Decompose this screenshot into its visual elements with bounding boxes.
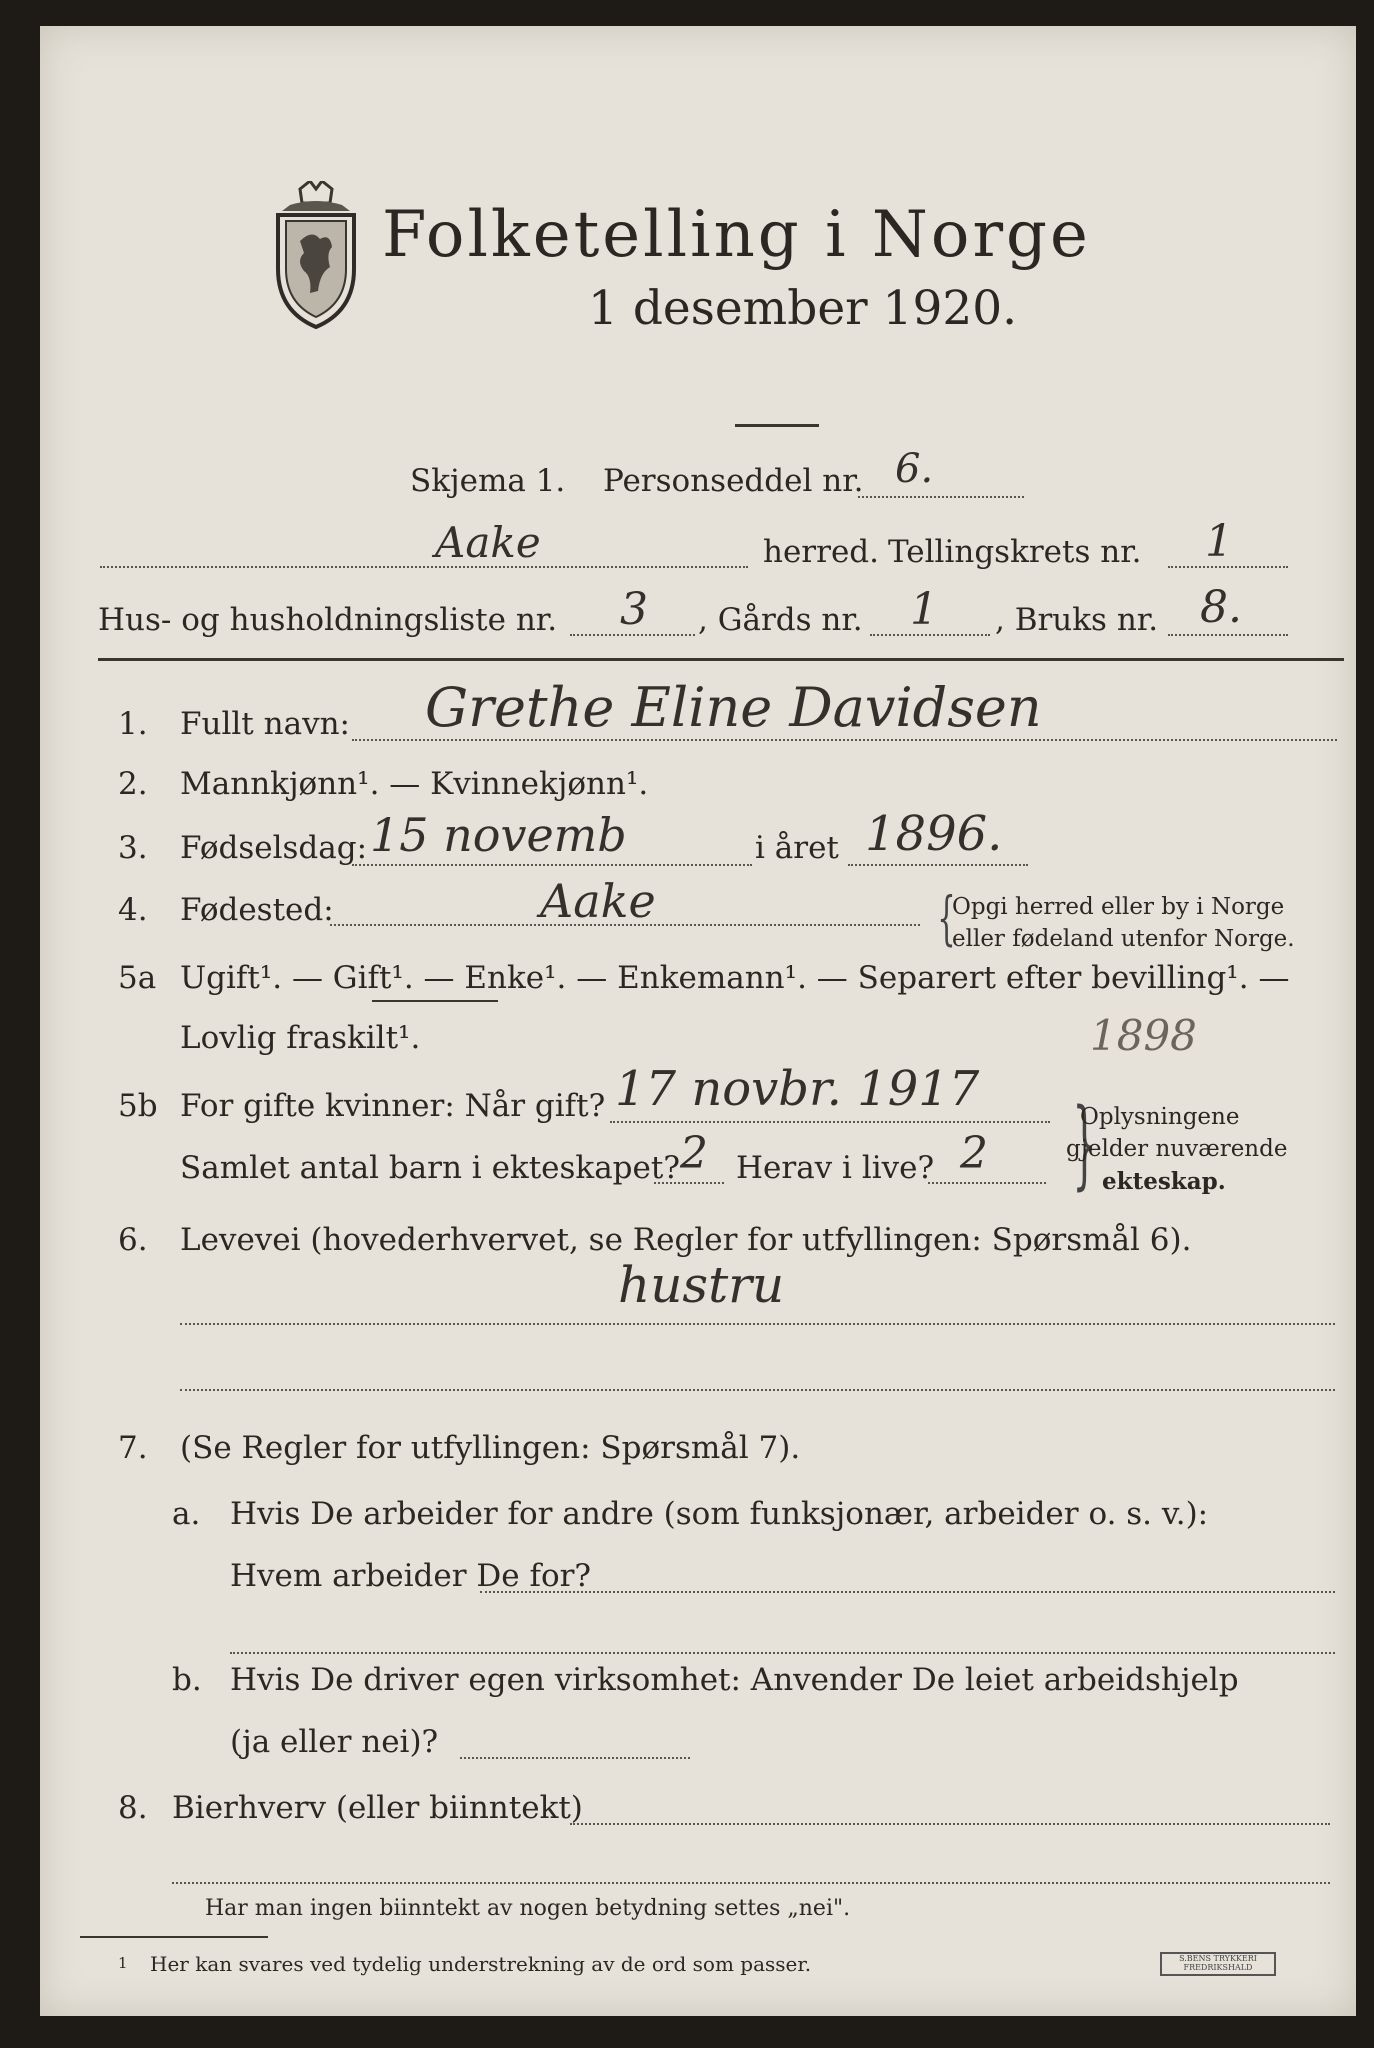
q2-number: 2. [118,766,148,802]
q7b-field-line [460,1757,690,1759]
q6-number: 6. [118,1222,148,1258]
printer-stamp: S.BENS TRYKKERI FREDRIKSHALD [1160,1952,1276,1976]
q5b-note-line3: ekteskap. [1102,1168,1226,1195]
q5b-married-date-value: 17 novbr. 1917 [615,1061,980,1117]
norwegian-coat-of-arms-icon [260,181,372,329]
tellingskrets-label: Tellingskrets nr. [888,534,1142,570]
q6-field-line-2 [180,1389,1335,1391]
gards-label: , Gårds nr. [698,602,863,638]
q5a-marital-options: Ugift¹. — Gift¹. — Enke¹. — Enkemann¹. — Separert efter bevilling¹. — [180,960,1290,996]
q7a-line1: Hvis De arbeider for andre (som funksjonær, arbeider o. s. v.): [230,1496,1209,1532]
q5a-number: 5a [118,960,157,996]
personseddel-value: 6. [895,446,934,492]
q5b-alive-field-line [928,1182,1046,1184]
q8-number: 8. [118,1790,148,1826]
q7b-line1: Hvis De driver egen virksomhet: Anvender De leiet arbeidshjelp [230,1662,1239,1698]
q5b-children-label: Samlet antal barn i ekteskapet? [180,1150,680,1186]
q8-field-line-2 [172,1882,1330,1884]
q3-year-label: i året [755,830,839,866]
q7a-line2: Hvem arbeider De for? [230,1558,592,1594]
q4-note-line1: Opgi herred eller by i Norge [952,894,1285,920]
q5b-note-line2: gjelder nuværende [1066,1136,1288,1162]
q4-label: Fødested: [180,892,334,928]
q5b-children-value: 2 [680,1128,708,1179]
q8-label: Bierhverv (eller biinntekt) [172,1790,583,1826]
q3-birthday-value: 15 novemb [370,808,627,862]
q8-field-line-1 [570,1823,1330,1825]
q3-year-field-line [848,864,1028,866]
herred-label: herred. [763,534,879,570]
q1-label: Fullt navn: [180,706,350,742]
q4-birthplace-value: Aake [540,874,656,928]
bruks-value: 8. [1200,582,1242,633]
q7-label: (Se Regler for utfyllingen: Spørsmål 7). [180,1430,801,1466]
q5b-children-field-line [654,1182,724,1184]
q6-occupation-value: hustru [618,1256,785,1314]
q5b-alive-value: 2 [960,1128,988,1179]
q7a-letter: a. [172,1496,201,1532]
q5a-pencil-annotation: 1898 [1090,1011,1197,1060]
q3-number: 3. [118,830,148,866]
personseddel-label: Personseddel nr. [603,463,864,499]
q5a-line2: Lovlig fraskilt¹. [180,1020,421,1056]
q4-brace: { [937,884,956,952]
q7b-letter: b. [172,1662,202,1698]
header-separator [98,658,1344,661]
husholdning-label: Hus- og husholdningsliste nr. [98,602,558,638]
q3-birth-year-value: 1896. [865,806,1003,862]
census-date: 1 desember 1920. [588,281,1018,336]
husholdning-value: 3 [620,584,648,635]
q4-note-line2: eller fødeland utenfor Norge. [952,926,1295,952]
q6-field-line-1 [180,1323,1335,1325]
q5b-brace: } [1072,1088,1097,1200]
q5a-gift-underline [372,1000,498,1002]
q2-gender-options: Mannkjønn¹. — Kvinnekjønn¹. [180,766,649,802]
q6-label: Levevei (hovederhvervet, se Regler for utfyllingen: Spørsmål 6). [180,1222,1192,1258]
title-divider [735,424,819,427]
q7b-line2: (ja eller nei)? [230,1724,439,1760]
q7a-field-line-2 [230,1652,1335,1654]
q5b-note-line1: Oplysningene [1080,1104,1240,1130]
q1-full-name-value: Grethe Eline Davidsen [425,676,1042,739]
q7-number: 7. [118,1430,148,1466]
footnote-rule [80,1936,268,1938]
q3-field-line [352,864,752,866]
bruks-label: , Bruks nr. [995,602,1159,638]
page-title: Folketelling i Norge [382,198,1091,272]
footer-note: Har man ingen biinntekt av nogen betydning settes „nei". [205,1896,851,1921]
footnote-text: Her kan svares ved tydelig understrekning av de ord som passer. [150,1952,812,1976]
q5b-label: For gifte kvinner: Når gift? [180,1088,606,1124]
q5b-number: 5b [118,1088,158,1124]
census-form-page [40,26,1356,2016]
gards-value: 1 [910,584,938,635]
herred-value: Aake [435,518,541,567]
q4-number: 4. [118,892,148,928]
q1-number: 1. [118,706,148,742]
personseddel-field-line [858,496,1024,498]
q7a-field-line-1 [480,1591,1335,1593]
q1-field-line [352,739,1337,741]
tellingskrets-value: 1 [1205,516,1233,567]
schema-label: Skjema 1. [410,463,566,499]
q3-label: Fødselsdag: [180,830,368,866]
herred-field-line [100,566,748,568]
bruks-field-line [1168,634,1288,636]
q5b-married-field-line [610,1121,1050,1123]
q5b-alive-label: Herav i live? [736,1150,935,1186]
footnote-mark: 1 [118,1954,128,1972]
